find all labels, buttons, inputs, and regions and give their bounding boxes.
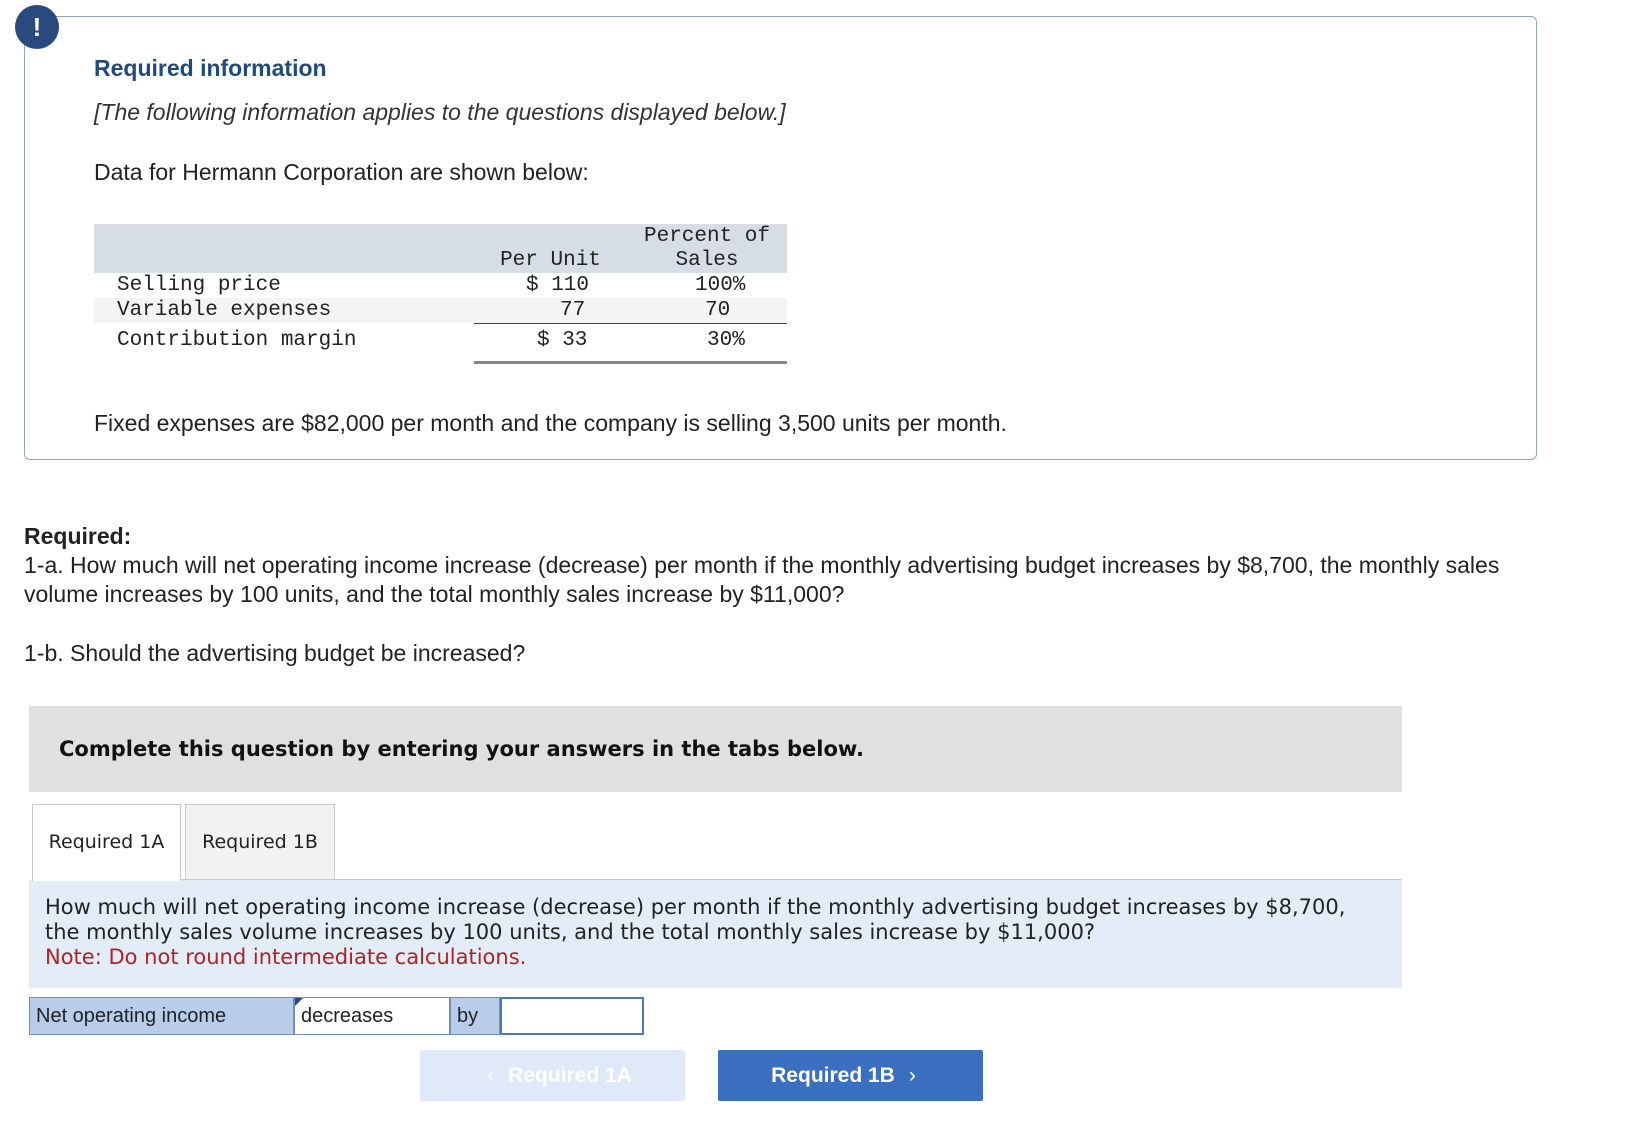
- tab-required-1a[interactable]: Required 1A: [32, 804, 181, 881]
- table-row: [94, 273, 787, 298]
- exclamation-icon: !: [15, 5, 59, 49]
- required-information-box: [24, 16, 1537, 460]
- instruction-banner: Complete this question by entering your answers in the tabs below.: [29, 706, 1402, 792]
- info-subtitle: [The following information applies to the questions displayed below.]: [94, 99, 786, 125]
- header-per-unit: Per Unit: [500, 249, 601, 272]
- prev-required-1a-button[interactable]: [420, 1050, 685, 1101]
- question-1a: 1-a. How much will net operating income increase (decrease) per month if the monthly advertising budget increases by $8,700, the monthly sales volume increases by 100 units, and the total monthly sales increase by $11,000?: [24, 552, 1500, 607]
- direction-select[interactable]: [294, 997, 450, 1035]
- row-per-unit: $ 33: [537, 329, 588, 352]
- answer-label: Net operating income: [29, 997, 294, 1035]
- panel-note: Note: Do not round intermediate calculations.: [45, 945, 527, 969]
- table-row: [94, 298, 787, 323]
- data-table: [94, 224, 787, 359]
- question-panel: [29, 880, 1402, 988]
- info-title: Required information: [94, 55, 327, 81]
- row-per-unit: 77: [560, 299, 586, 322]
- required-section: [24, 522, 1524, 609]
- total-rule: [474, 361, 787, 367]
- panel-question: How much will net operating income increase (decrease) per month if the monthly advertising budget increases by $8,700, the monthly sales volume increases by 100 units, and the total monthly sales increase by $11,000?: [45, 895, 1346, 944]
- row-label: Selling price: [117, 274, 281, 297]
- row-percent: 70: [705, 299, 731, 322]
- row-label: Contribution margin: [117, 329, 357, 352]
- next-button-label: Required 1B: [771, 1064, 895, 1087]
- fixed-expenses-text: Fixed expenses are $82,000 per month and the company is selling 3,500 units per month.: [94, 410, 1007, 436]
- row-percent: 100%: [695, 274, 746, 297]
- tab-required-1b[interactable]: Required 1B: [185, 804, 335, 880]
- chevron-left-icon: ‹: [487, 1064, 495, 1087]
- prev-button-label: Required 1A: [508, 1064, 632, 1087]
- table-row: [94, 323, 787, 359]
- info-intro: Data for Hermann Corporation are shown below:: [94, 159, 589, 185]
- question-1b: 1-b. Should the advertising budget be increased?: [24, 640, 526, 666]
- required-heading: Required:: [24, 523, 132, 549]
- chevron-right-icon: ›: [908, 1064, 916, 1087]
- next-required-1b-button[interactable]: [718, 1050, 983, 1101]
- row-label: Variable expenses: [117, 299, 332, 322]
- header-percent-line1: Percent of: [643, 225, 771, 248]
- row-percent: 30%: [707, 329, 745, 352]
- direction-value: decreases: [301, 1005, 394, 1027]
- dropdown-marker-icon: [295, 998, 303, 1006]
- table-header: [94, 224, 787, 273]
- amount-input[interactable]: [500, 997, 644, 1035]
- row-per-unit: $ 110: [526, 274, 590, 297]
- by-label: by: [450, 997, 500, 1035]
- header-percent-line2: Sales: [675, 249, 739, 272]
